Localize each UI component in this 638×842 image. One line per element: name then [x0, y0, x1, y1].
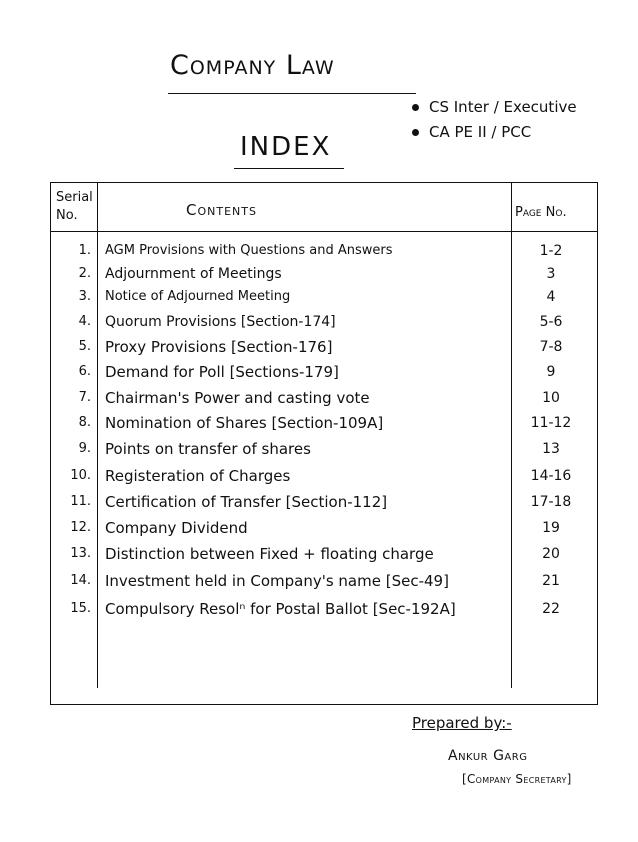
page-header: Page No. [515, 205, 567, 220]
index-underline [234, 168, 344, 169]
serial-cell: 15. [70, 601, 91, 616]
page-cell: 13 [542, 441, 560, 457]
serial-cell: 3. [78, 289, 91, 304]
page-cell: 7-8 [539, 339, 563, 355]
content-cell: Certification of Transfer [Section-112] [105, 493, 388, 511]
content-cell: Distinction between Fixed + floating charge [105, 545, 434, 563]
content-cell: Adjournment of Meetings [105, 266, 282, 282]
exam-label: CS Inter / Executive [429, 98, 577, 116]
table-row [51, 239, 597, 263]
serial-cell: 12. [70, 520, 91, 535]
author-role: [Company Secretary] [462, 772, 572, 786]
content-cell: Proxy Provisions [Section-176] [105, 338, 333, 356]
serial-cell: 11. [70, 494, 91, 509]
header-divider [51, 231, 597, 232]
page-cell: 21 [542, 573, 560, 589]
serial-cell: 9. [78, 441, 91, 456]
index-heading: INDEX [240, 132, 332, 162]
serial-cell: 1. [78, 243, 91, 258]
content-cell: Chairman's Power and casting vote [105, 389, 370, 407]
serial-cell: 14. [70, 573, 91, 588]
serial-cell: 4. [78, 314, 91, 329]
page-cell: 17-18 [530, 494, 572, 510]
serial-cell: 2. [78, 266, 91, 281]
page-cell: 4 [546, 289, 556, 305]
serial-cell: 10. [70, 468, 91, 483]
table-row [51, 262, 597, 286]
content-cell: Company Dividend [105, 519, 248, 537]
page-cell: 1-2 [539, 243, 563, 259]
content-cell: Registeration of Charges [105, 467, 291, 485]
table-row [51, 542, 597, 566]
serial-cell: 13. [70, 546, 91, 561]
page-cell: 11-12 [530, 415, 572, 431]
content-cell: Nomination of Shares [Section-109A] [105, 414, 384, 432]
page-cell: 10 [542, 390, 560, 406]
content-cell: Points on transfer of shares [105, 440, 311, 458]
title-underline [168, 93, 416, 94]
exam-label: CA PE II / PCC [429, 123, 532, 141]
table-row [51, 360, 597, 384]
exam-item [412, 120, 577, 145]
bullet-icon [412, 104, 419, 111]
serial-header: Serial No. [56, 190, 93, 223]
serial-cell: 5. [78, 339, 91, 354]
content-cell: Quorum Provisions [Section-174] [105, 314, 336, 330]
page-cell: 22 [542, 601, 560, 617]
contents-header: Contents [186, 201, 257, 219]
bullet-icon [412, 129, 419, 136]
prepared-by [412, 714, 512, 732]
document-title: Company Law [170, 50, 335, 81]
content-cell: AGM Provisions with Questions and Answers [105, 243, 393, 258]
content-cell: Notice of Adjourned Meeting [105, 289, 291, 304]
table-row [51, 516, 597, 540]
prepared-by-label: Prepared by:- [412, 714, 512, 732]
table-row [51, 310, 597, 334]
table-row [51, 569, 597, 593]
index-table [50, 182, 598, 705]
table-row [51, 490, 597, 514]
author-name: Ankur Garg [448, 748, 528, 764]
page-cell: 5-6 [539, 314, 563, 330]
exam-item [412, 95, 577, 120]
serial-cell: 7. [78, 390, 91, 405]
table-row [51, 335, 597, 359]
table-row [51, 411, 597, 435]
table-row [51, 597, 597, 621]
content-cell: Demand for Poll [Sections-179] [105, 363, 339, 381]
page-cell: 19 [542, 520, 560, 536]
table-row [51, 464, 597, 488]
content-cell: Investment held in Company's name [Sec-49] [105, 572, 449, 590]
table-row [51, 386, 597, 410]
serial-cell: 8. [78, 415, 91, 430]
page-cell: 14-16 [530, 468, 572, 484]
page-cell: 9 [546, 364, 556, 380]
page-cell: 3 [546, 266, 556, 282]
page-cell: 20 [542, 546, 560, 562]
serial-cell: 6. [78, 364, 91, 379]
exam-list [412, 95, 577, 145]
table-row [51, 285, 597, 309]
table-row [51, 437, 597, 461]
content-cell: Compulsory Resolⁿ for Postal Ballot [Sec-192A] [105, 600, 456, 618]
